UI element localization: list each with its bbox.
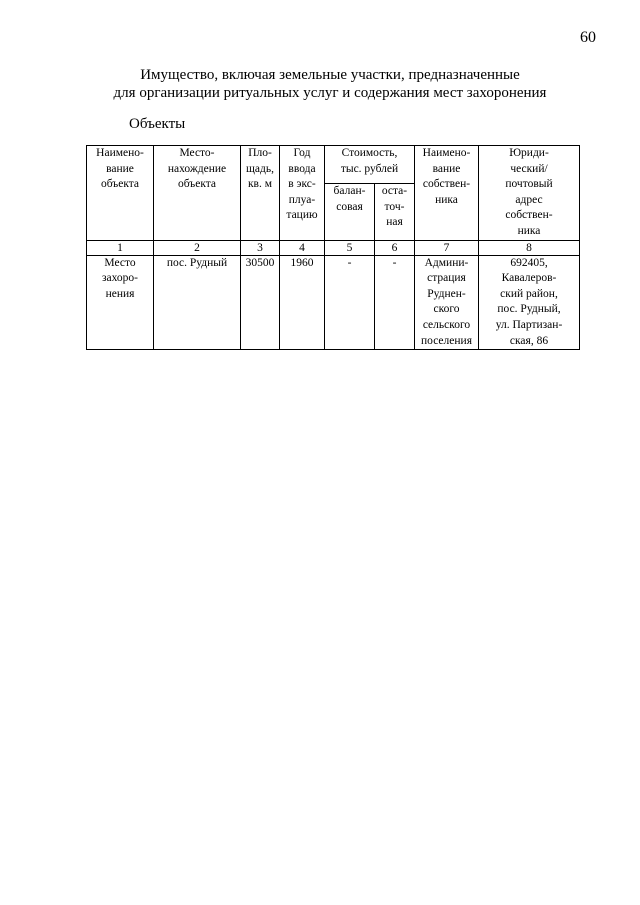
header-owner: Наимено- вание собствен- ника <box>415 146 479 241</box>
header-year: Год ввода в экс- плуа- тацию <box>280 146 325 241</box>
page-number: 60 <box>580 29 596 46</box>
column-number: 6 <box>375 240 415 255</box>
section-subtitle: Объекты <box>129 116 186 132</box>
header-location: Место- нахождение объекта <box>154 146 241 241</box>
objects-table <box>86 145 580 350</box>
column-number: 3 <box>241 240 280 255</box>
column-number: 2 <box>154 240 241 255</box>
column-number: 4 <box>280 240 325 255</box>
cell-cost-residual: - <box>375 255 415 350</box>
document-title <box>0 66 640 102</box>
cell-object-name: Место захоро- нения <box>87 255 154 350</box>
title-line-1: Имущество, включая земельные участки, предназначенные <box>140 67 520 83</box>
cell-owner: Админи- страция Руднен- ского сельского поселения <box>415 255 479 350</box>
header-cost-residual: оста- точ- ная <box>375 184 415 241</box>
header-cost-balance: балан- совая <box>325 184 375 241</box>
header-row <box>87 146 580 184</box>
cell-cost-balance: - <box>325 255 375 350</box>
cell-address: 692405, Кавалеров- ский район, пос. Рудный, ул. Партизан- ская, 86 <box>479 255 580 350</box>
column-number: 8 <box>479 240 580 255</box>
header-address: Юриди- ческий/ почтовый адрес собствен- ника <box>479 146 580 241</box>
cell-location: пос. Рудный <box>154 255 241 350</box>
header-cost: Стоимость, тыс. рублей <box>325 146 415 184</box>
column-number: 1 <box>87 240 154 255</box>
column-number-row <box>87 240 580 255</box>
cell-area: 30500 <box>241 255 280 350</box>
table-row <box>87 255 580 350</box>
header-area: Пло- щадь, кв. м <box>241 146 280 241</box>
header-name: Наимено- вание объекта <box>87 146 154 241</box>
title-line-2: для организации ритуальных услуг и содержания мест захоронения <box>113 85 547 101</box>
column-number: 7 <box>415 240 479 255</box>
cell-year: 1960 <box>280 255 325 350</box>
column-number: 5 <box>325 240 375 255</box>
